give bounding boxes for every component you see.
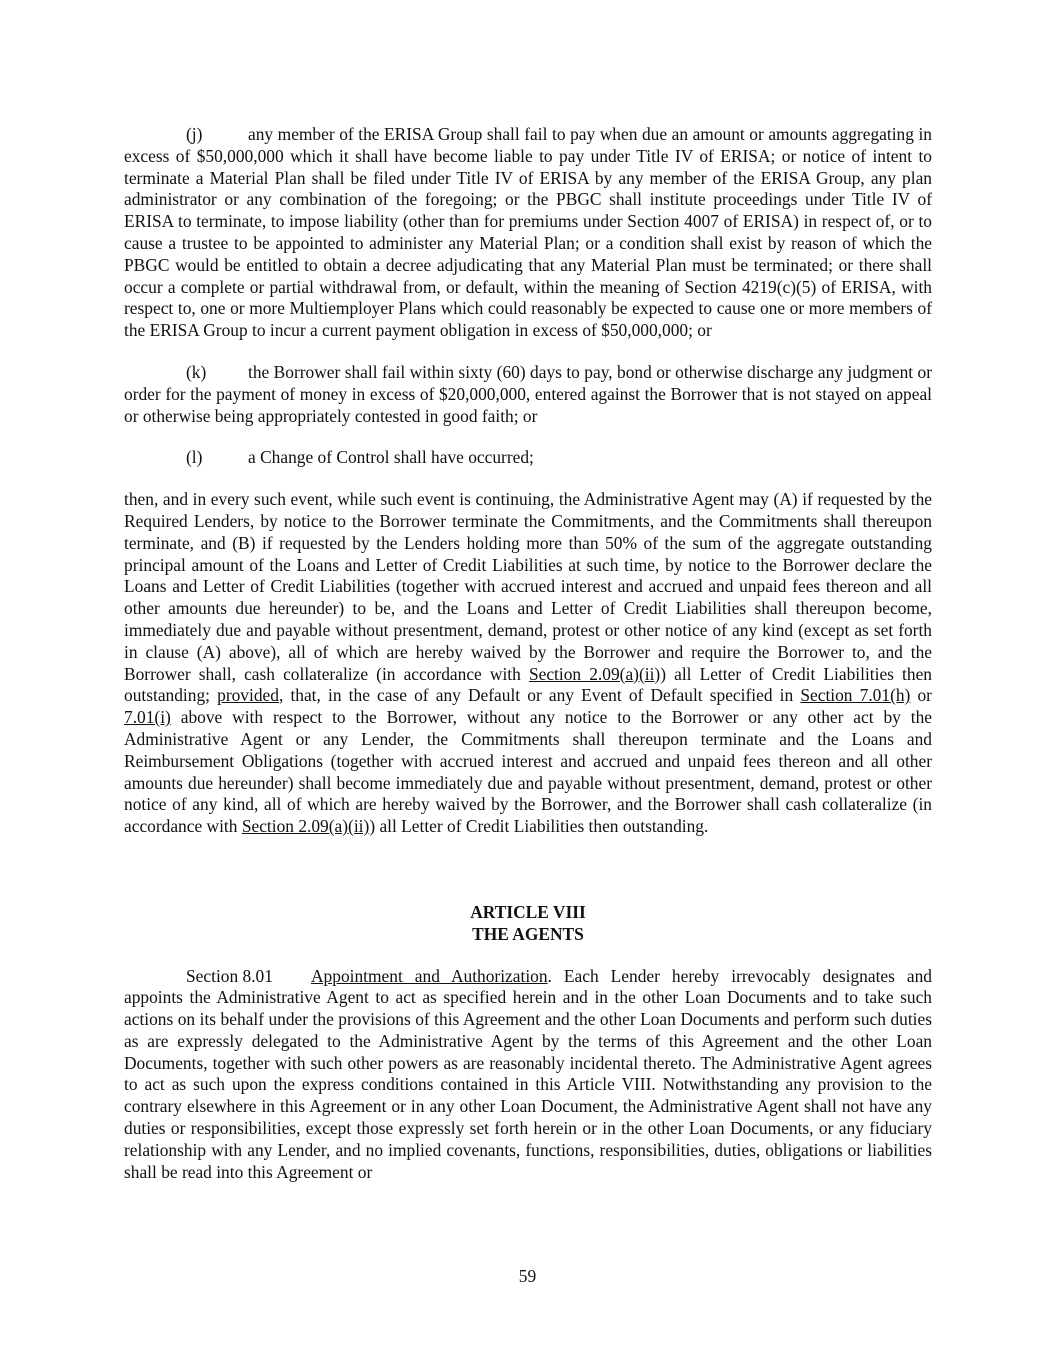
clause-l-label: (l) (186, 447, 203, 468)
page-number: 59 (518, 1266, 537, 1286)
clause-k (124, 362, 932, 427)
section-8-01-heading: Appointment and Authorization (311, 965, 548, 986)
remedies-paragraph (124, 489, 932, 838)
section-7-01i-link[interactable]: 7.01(i) (124, 707, 171, 728)
article-number: ARTICLE VIII (470, 901, 586, 922)
document-page (124, 124, 932, 1183)
clause-k-label: (k) (186, 361, 207, 382)
clause-j-text: any member of the ERISA Group shall fail to pay when due an amount or amounts aggregating in excess of $50,000,000 which it shall have become liable to pay under Title IV of ERISA; or notice of intent to terminate a Material Plan shall be filed under Title IV of ERISA by any member of the ERISA Group, any plan administrator or any combination of the foregoing; or the PBGC shall institute proceedings under Title IV of ERISA to terminate, to impose liability (other than for premiums under Section 4007 of ERISA) in respect of, or to cause a trustee to be appointed to administer any Material Plan; or a condition shall exist by reason of which the PBGC would be entitled to obtain a decree adjudicating that any Material Plan must be terminated; or there shall occur a complete or partial withdrawal from, or default, within the meaning of Section 4219(c)(5) of ERISA, with respect to, one or more Multiemployer Plans which could reasonably be expected to cause one or more members of the ERISA Group to incur a current payment obligation in excess of $50,000,000; or (124, 124, 932, 341)
clause-l (124, 447, 932, 469)
remedies-text-2: ) all Letter of Credit Liabilities then outstanding; (124, 663, 932, 706)
section-8-01-text: . Each Lender hereby irrevocably designates and appoints the Administrative Agent to act as specified herein and in the other Loan Documents and to take such actions on its behalf under the provisions of this Agreement and the other Loan Documents and perform such duties as are expressly delegated to the Administrative Agent by the terms of this Agreement and the other Loan Documents, together with such other powers as are reasonably incidental thereto. The Administrative Agent agrees to act as such upon the express conditions contained in this Article VIII. Notwithstanding any provision to the contrary elsewhere in this Agreement or in any other Loan Document, the Administrative Agent shall not have any duties or responsibilities, except those expressly set forth herein or in the other Loan Documents, or any fiduciary relationship with any Lender, and no implied covenants, functions, responsibilities, duties, obligations or liabilities shall be read into this Agreement or (124, 965, 932, 1182)
section-2-09-link-2[interactable]: Section 2.09(a)(ii) (241, 816, 370, 837)
remedies-text-1: then, and in every such event, while such event is continuing, the Administrative Agent may (A) if requested by the Required Lenders, by notice to the Borrower terminate the Commitments, and the Commitments shall thereupon terminate, and (B) if requested by the Lenders holding more than 50% of the sum of the aggregate outstanding principal amount of the Loans and Letter of Credit Liabilities at such time, by notice to the Borrower declare the Loans and Letter of Credit Liabilities (together with accrued interest and accrued and unpaid fees thereon and all other amounts due hereunder) to be, and the Loans and Letter of Credit Liabilities shall thereupon become, immediately due and payable without presentment, demand, protest or other notice of any kind (except as set forth in clause (A) above), all of which are hereby waived by the Borrower and require the Borrower to, and the Borrower shall, cash collateralize (in accordance with (124, 489, 932, 684)
section-8-01 (124, 966, 932, 1184)
clause-k-text: the Borrower shall fail within sixty (60) days to pay, bond or otherwise discharge any judgment or order for the payment of money in excess of $20,000,000, entered against the Borrower that is not stayed on appeal or otherwise being appropriately contested in good faith; or (124, 361, 932, 426)
section-8-01-label: Section 8.01 (186, 965, 273, 986)
clause-j (124, 124, 932, 342)
clause-j-label: (j) (186, 124, 203, 144)
provided-term: provided (217, 685, 279, 706)
remedies-text-4: or (910, 685, 932, 706)
article-title: THE AGENTS (472, 923, 584, 944)
clause-l-text: a Change of Control shall have occurred; (248, 447, 534, 468)
remedies-text-5: above with respect to the Borrower, without any notice to the Borrower or any other act by the Administrative Agent or any Lender, the Commitments shall thereupon terminate and the Loans and Reimbursement Obligations (together with accrued interest and accrued and unpaid fees thereon and all other amounts due hereunder) shall become immediately due and payable without presentment, demand, protest or other notice of any kind, all of which are hereby waived by the Borrower, and the Borrower shall cash collateralize (in accordance with (124, 707, 932, 837)
remedies-text-3: , that, in the case of any Default or any Event of Default specified in (278, 685, 801, 706)
section-7-01h-link[interactable]: Section 7.01(h) (800, 685, 911, 706)
section-2-09-link[interactable]: Section 2.09(a)(ii) (528, 663, 661, 684)
remedies-text-6: ) all Letter of Credit Liabilities then outstanding. (369, 816, 709, 837)
